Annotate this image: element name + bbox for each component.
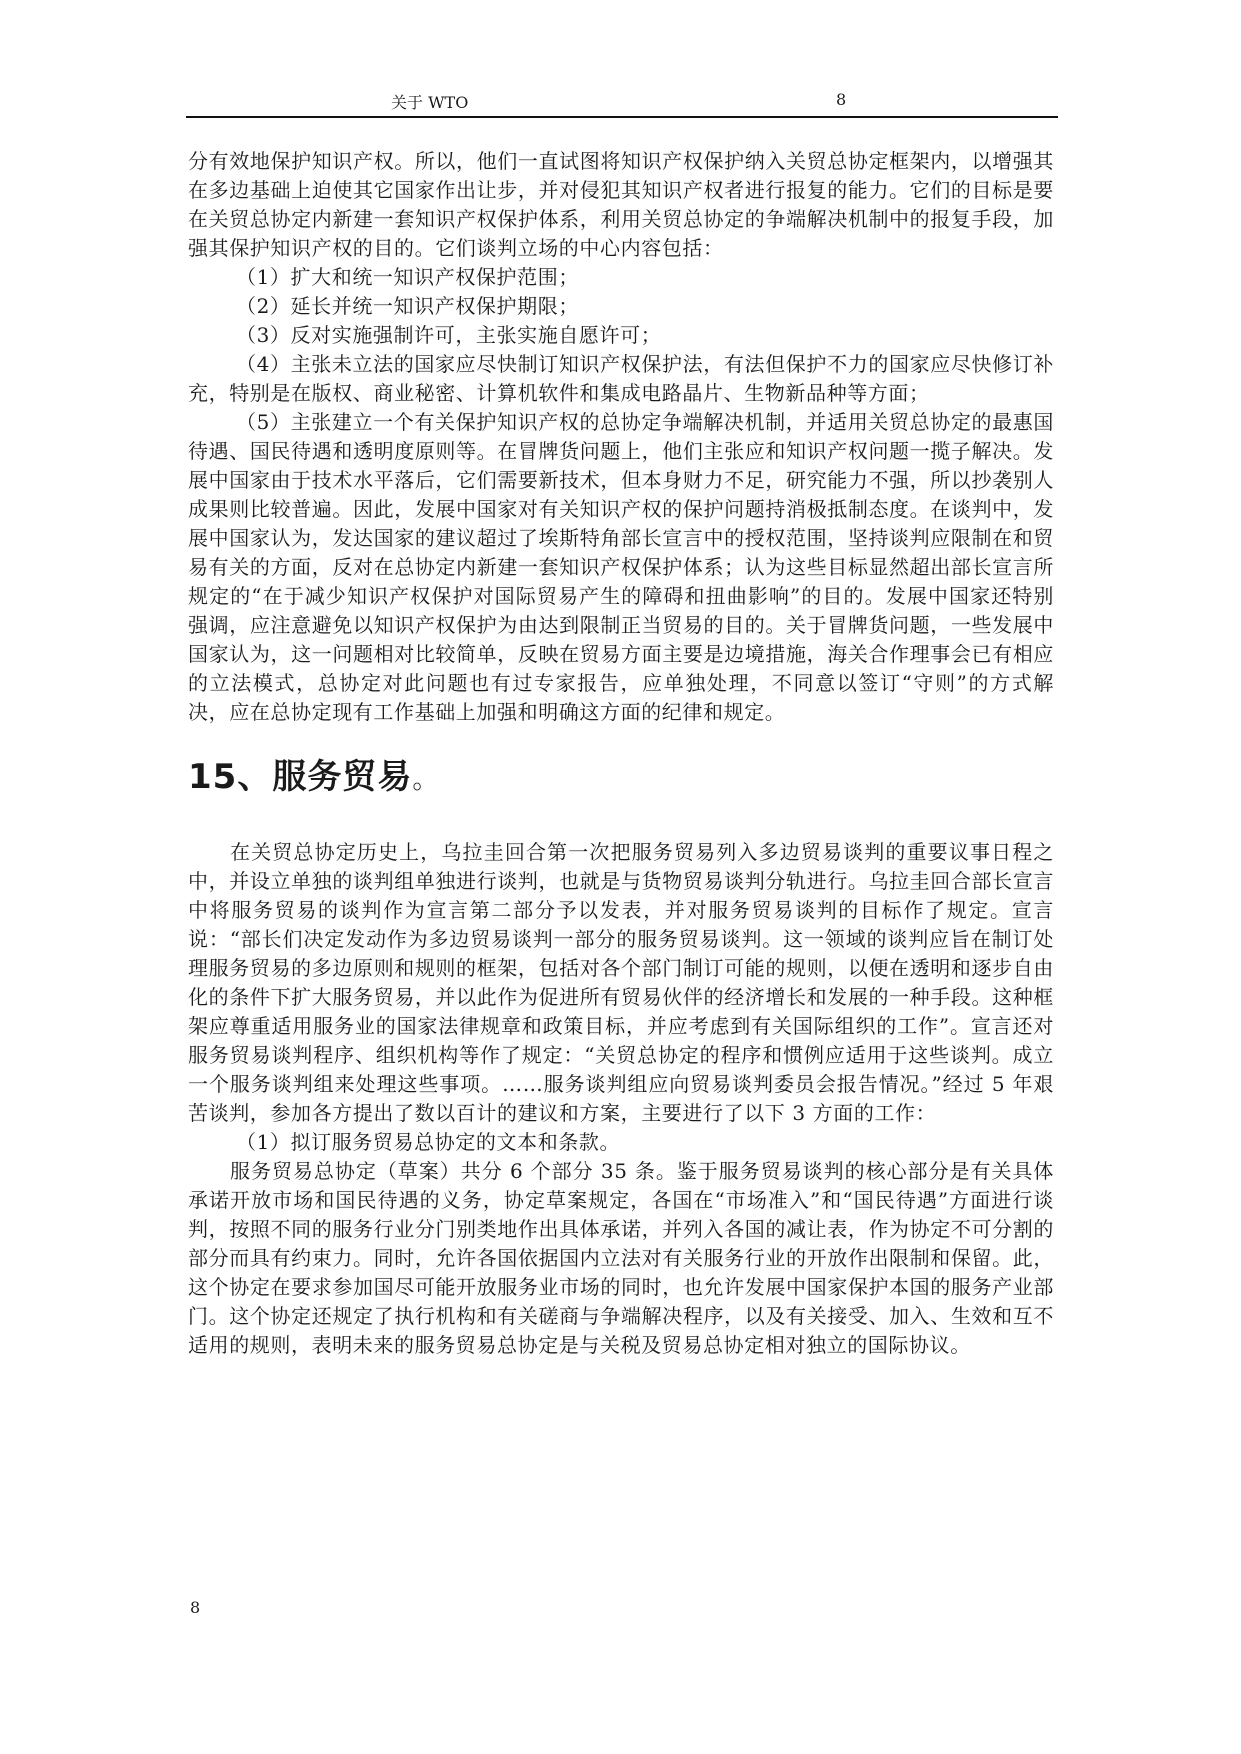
list-item: （4）主张未立法的国家应尽快制订知识产权保护法，有法但保护不力的国家应尽快修订补充，特别是在版权、商业秘密、计算机软件和集成电路晶片、生物新品种等方面；: [188, 352, 1054, 405]
body-text: [188, 147, 1054, 1360]
section-heading-period: 。: [412, 765, 440, 795]
paragraph: 分有效地保护知识产权。所以，他们一直试图将知识产权保护纳入关贸总协定框架内，以增强其在多边基础上迫使其它国家作出让步，并对侵犯其知识产权者进行报复的能力。它们的目标是要在关贸总协定内新建一套知识产权保护体系，利用关贸总协定的争端解决机制中的报复手段，加强其保护知识产权的目的。它们谈判立场的中心内容包括：: [188, 149, 1054, 260]
list-item: （1）扩大和统一知识产权保护范围；: [236, 265, 579, 289]
list-item: （5）主张建立一个有关保护知识产权的总协定争端解决机制，并适用关贸总协定的最惠国待遇、国民待遇和透明度原则等。在冒牌货问题上，他们主张应和知识产权问题一揽子解决。发展中国家由于技术水平落后，它们需要新技术，但本身财力不足，研究能力不强，所以抄袭别人成果则比较普遍。因此，发展中国家对有关知识产权的保护问题持消极抵制态度。在谈判中，发展中国家认为，发达国家的建议超过了埃斯特角部长宣言中的授权范围，坚持谈判应限制在和贸易有关的方面，反对在总协定内新建一套知识产权保护体系；认为这些目标显然超出部长宣言所规定的“在于减少知识产权保护对国际贸易产生的障碍和扭曲影响”的目的。发展中国家还特别强调，应注意避免以知识产权保护为由达到限制正当贸易的目的。关于冒牌货问题，一些发展中国家认为，这一问题相对比较简单，反映在贸易方面主要是边境措施，海关合作理事会已有相应的立法模式，总协定对此问题也有过专家报告，应单独处理，不同意以签订“守则”的方式解决，应在总协定现有工作基础上加强和明确这方面的纪律和规定。: [188, 410, 1054, 724]
running-header: [186, 88, 1058, 116]
list-item: （2）延长并统一知识产权保护期限；: [236, 294, 579, 318]
list-item: （1）拟订服务贸易总协定的文本和条款。: [236, 1130, 621, 1154]
paragraph: 服务贸易总协定（草案）共分 6 个部分 35 条。鉴于服务贸易谈判的核心部分是有关具体承诺开放市场和国民待遇的义务，协定草案规定，各国在“市场准入”和“国民待遇”方面进行谈判，按照不同的服务行业分门别类地作出具体承诺，并列入各国的减让表，作为协定不可分割的部分而具有约束力。同时，允许各国依据国内立法对有关服务行业的开放作出限制和保留。此，这个协定在要求参加国尽可能开放服务业市场的同时，也允许发展中国家保护本国的服务产业部门。这个协定还规定了执行机构和有关磋商与争端解决程序，以及有关接受、加入、生效和互不适用的规则，表明未来的服务贸易总协定是与关税及贸易总协定相对独立的国际协议。: [188, 1159, 1054, 1357]
header-rule: [186, 116, 1058, 118]
footer-page-number: 8: [190, 1598, 201, 1617]
paragraph: 在关贸总协定历史上，乌拉圭回合第一次把服务贸易列入多边贸易谈判的重要议事日程之中，并设立单独的谈判组单独进行谈判，也就是与货物贸易谈判分轨进行。乌拉圭回合部长宣言中将服务贸易的谈判作为宣言第二部分予以发表，并对服务贸易谈判的目标作了规定。宣言说：“部长们决定发动作为多边贸易谈判一部分的服务贸易谈判。这一领域的谈判应旨在制订处理服务贸易的多边原则和规则的框架，包括对各个部门制订可能的规则，以便在透明和逐步自由化的条件下扩大服务贸易，并以此作为促进所有贸易伙伴的经济增长和发展的一种手段。这种框架应尊重适用服务业的国家法律规章和政策目标，并应考虑到有关国际组织的工作”。宣言还对服务贸易谈判程序、组织机构等作了规定：“关贸总协定的程序和惯例应适用于这些谈判。成立一个服务谈判组来处理这些事项。……服务谈判组应向贸易谈判委员会报告情况。”经过 5 年艰苦谈判，参加各方提出了数以百计的建议和方案，主要进行了以下 3 方面的工作：: [188, 840, 1054, 1125]
section-heading-text: 15、服务贸易: [188, 757, 413, 797]
list-item: （3）反对实施强制许可，主张实施自愿许可；: [236, 323, 662, 347]
header-title: 关于 WTO: [391, 93, 469, 112]
section-heading: [188, 757, 1054, 800]
header-page-number: 8: [836, 90, 847, 109]
